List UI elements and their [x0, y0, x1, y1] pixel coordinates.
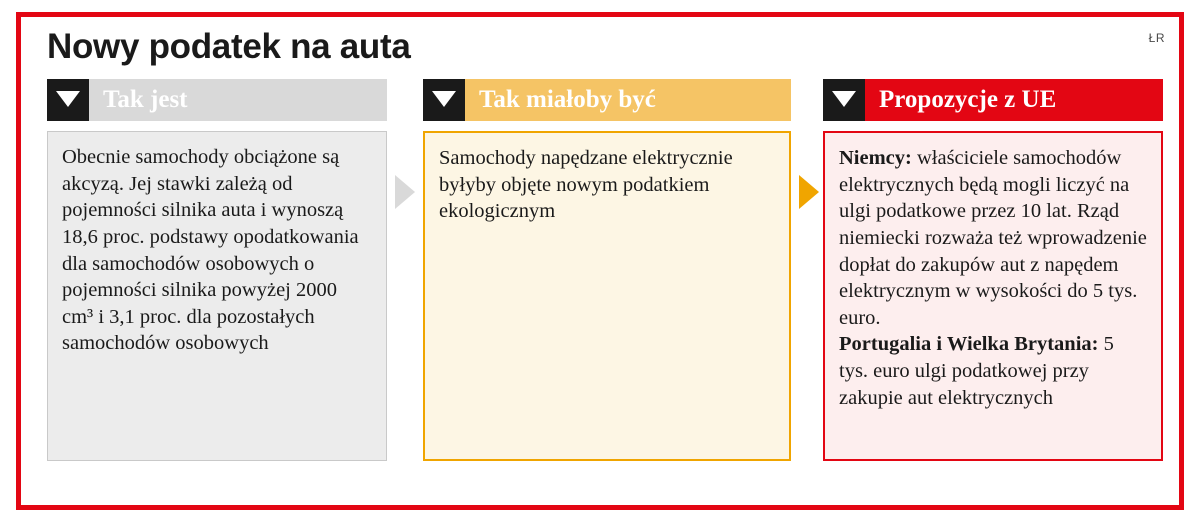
chevron-down-icon [823, 79, 865, 121]
column-header-label: Tak jest [103, 86, 188, 113]
country-text-germany: właściciele samochodów elektrycznych będą mogli liczyć na ulgi podatkowe przez 10 lat. Rząd niemiecki rozważa też wprowadzenie dopłat do zakupów aut z napędem elektrycznym w wysokości do 5 tys. euro. [839, 147, 1147, 329]
country-label-germany: Niemcy: [839, 147, 912, 169]
columns-container [21, 79, 1179, 505]
infographic-panel [16, 12, 1184, 510]
arrow-right-icon-2 [799, 175, 819, 209]
column-header-proposed [423, 79, 791, 121]
column-header-label: Propozycje z UE [879, 86, 1057, 113]
arrow-right-icon-1 [395, 175, 415, 209]
page-title: Nowy podatek na auta [47, 27, 411, 66]
eu-paragraph-portugal-uk [839, 331, 1147, 411]
chevron-down-icon [423, 79, 465, 121]
column-body-text: Samochody napędzane elektrycznie byłyby objęte nowym podatkiem ekologicznym [439, 147, 733, 223]
column-eu-proposals [823, 79, 1163, 461]
column-header-eu [823, 79, 1163, 121]
column-header-label: Tak miałoby być [479, 86, 656, 113]
credit-label: ŁR [1148, 31, 1165, 45]
column-body-text: Obecnie samochody obciążone są akcyzą. Jej stawki zależą od pojemności silnika auta i wynoszą 18,6 proc. podstawy opodatkowania dla samochodów osobowych o pojemności silnika powyżej 2000 cm³ i 3,1 proc. dla pozostałych samochodów osobowych [62, 146, 359, 355]
column-body-eu [823, 131, 1163, 461]
column-proposed-state [423, 79, 791, 461]
column-current-state [47, 79, 387, 461]
column-body-current [47, 131, 387, 461]
chevron-down-icon [47, 79, 89, 121]
country-text-portugal-uk: 5 tys. euro ulgi podatkowej przy zakupie aut elektrycznych [839, 333, 1114, 409]
country-label-portugal-uk: Portugalia i Wielka Brytania: [839, 333, 1099, 356]
header-row [21, 17, 1179, 79]
eu-paragraph-germany [839, 145, 1147, 331]
column-header-current [47, 79, 387, 121]
column-body-proposed [423, 131, 791, 461]
